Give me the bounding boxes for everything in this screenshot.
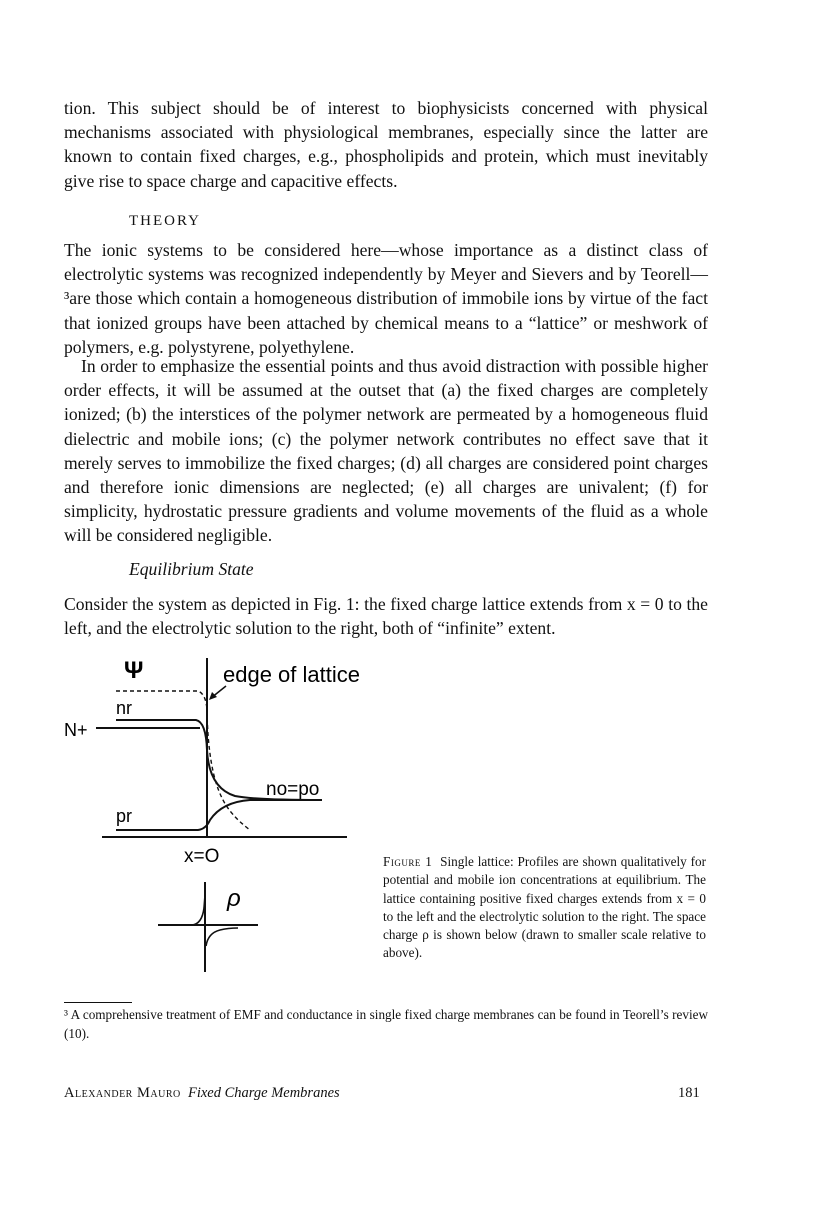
- paragraph-intro: tion. This subject should be of interest to biophysicists concerned with physical mechanisms associated with physiological membranes, especially since the latter are known to contain fixed charges, e.g., phospholipids and protein, which must inevitably give rise to space charge and capacitive effects.: [64, 98, 708, 191]
- paragraph-consider-system: Consider the system as depicted in Fig. 1: the fixed charge lattice extends from x = 0 to the left, and the electrolytic solution to the right, both of “infinite” extent.: [64, 594, 708, 639]
- label-no-po: no=po: [266, 779, 320, 800]
- rho-negative-curve: [206, 928, 238, 946]
- footnote: ³ A comprehensive treatment of EMF and conductance in single fixed charge membranes can be found in Teorell’s review (10).: [64, 1007, 708, 1041]
- paragraph-ionic-systems: The ionic systems to be considered here—whose importance as a distinct class of electrolytic systems was recognized independently by Meyer and Sievers and by Teorell—³are those which contain a homogeneous distribution of immobile ions by virtue of the fact that ionized groups have been attached by chemical means to a “lattice” or meshwork of polymers, e.g. polystyrene, polyethylene.: [64, 240, 708, 357]
- label-nr: nr: [116, 698, 133, 718]
- potential-curve: [116, 691, 250, 830]
- rho-positive-curve: [192, 895, 205, 925]
- label-edge-of-lattice: edge of lattice: [223, 662, 360, 687]
- footnote-rule: [64, 1002, 132, 1003]
- caption-text: Single lattice: Profiles are shown qualitatively for potential and mobile ion concentrations at equilibrium. The lattice containing positive fixed charges extends from x = 0 to the left and the electrolytic solution to the right. The space charge ρ is shown below (drawn to smaller scale relative to above).: [383, 854, 706, 961]
- label-N-plus: N+: [64, 720, 88, 740]
- label-pr: pr: [116, 806, 133, 826]
- label-x-zero: x=O: [184, 846, 220, 867]
- label-rho: ρ: [227, 885, 241, 912]
- label-psi: Ψ: [124, 657, 144, 684]
- section-heading-theory: THEORY: [129, 213, 201, 229]
- page-number: 181: [678, 1085, 700, 1101]
- pr-curve: [116, 800, 322, 830]
- footer-author: Alexander Mauro: [64, 1085, 181, 1101]
- paragraph-assumptions: In order to emphasize the essential points and thus avoid distraction with possible higher order effects, it will be assumed at the outset that (a) the fixed charges are completely ionized; (b) the interstices of the polymer network are permeated by a homogeneous fluid dielectric and mobile ions; (c) the polymer network contributes no effect save that it merely serves to immobilize the fixed charges; (d) all charges are considered point charges and therefore ionic dimensions are neglected; (e) all charges are univalent; (f) for simplicity, hydrostatic pressure gradients and volume movements of the fluid as a whole will be considered negligible.: [64, 356, 708, 546]
- figure-caption: [383, 853, 706, 963]
- figure-1-diagram: [60, 650, 370, 980]
- subsection-heading-equilibrium: Equilibrium State: [129, 559, 254, 579]
- caption-label: Figure 1: [383, 854, 433, 869]
- footer-title: Fixed Charge Membranes: [187, 1085, 340, 1101]
- running-footer: [64, 1085, 340, 1102]
